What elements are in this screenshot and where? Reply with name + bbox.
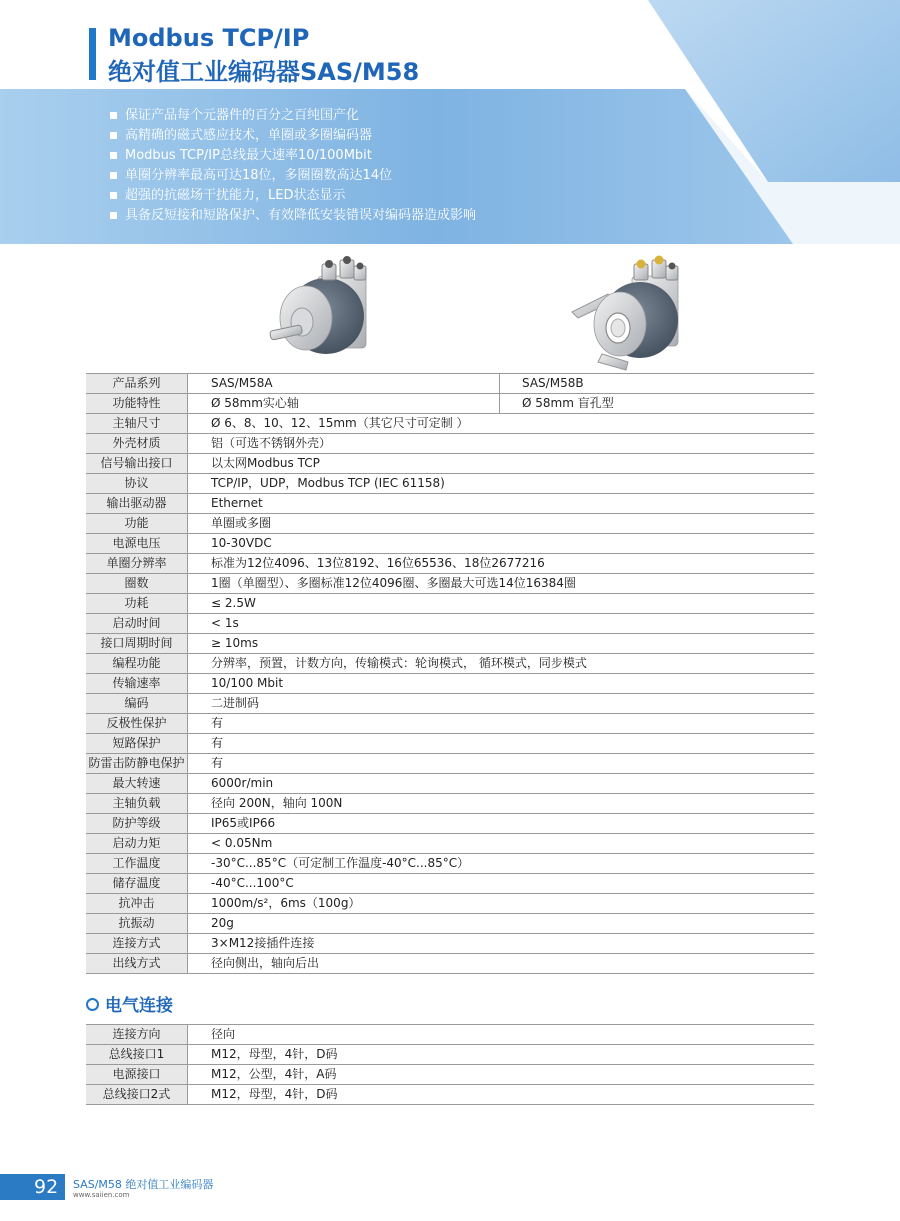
spec-value: 标准为12位4096、13位8192、16位65536、18位2677216 <box>188 554 815 574</box>
spec-label: 协议 <box>86 474 188 494</box>
spec-label: 接口周期时间 <box>86 634 188 654</box>
table-row <box>86 914 814 934</box>
spec-label: 防雷击防静电保护 <box>86 754 188 774</box>
page-title-line1: Modbus TCP/IP <box>108 24 310 52</box>
spec-label: 短路保护 <box>86 734 188 754</box>
bullet-square-icon <box>110 132 117 139</box>
table-row <box>86 374 814 394</box>
spec-label: 最大转速 <box>86 774 188 794</box>
feature-item: Modbus TCP/IP总线最大速率10/100Mbit <box>108 146 476 166</box>
feature-item: 高精确的磁式感应技术，单圈或多圈编码器 <box>108 126 476 146</box>
title-accent-bar <box>89 28 96 80</box>
electrical-label: 连接方向 <box>86 1025 188 1045</box>
spec-value: 二进制码 <box>188 694 815 714</box>
spec-value: TCP/IP，UDP，Modbus TCP (IEC 61158) <box>188 474 815 494</box>
electrical-label: 总线接口2式 <box>86 1085 188 1105</box>
spec-value: 1000m/s²，6ms（100g） <box>188 894 815 914</box>
spec-value: Ethernet <box>188 494 815 514</box>
spec-table <box>86 373 814 974</box>
section-title-electrical: 电气连接 <box>86 994 173 1018</box>
page-number: 92 <box>34 1176 59 1198</box>
page-title-line2: 绝对值工业编码器SAS/M58 <box>108 58 420 86</box>
spec-value: 10/100 Mbit <box>188 674 815 694</box>
electrical-table <box>86 1024 814 1105</box>
footer-title: SAS/M58 绝对值工业编码器 <box>73 1178 214 1191</box>
spec-label: 出线方式 <box>86 954 188 974</box>
spec-value: 10-30VDC <box>188 534 815 554</box>
spec-label: 功耗 <box>86 594 188 614</box>
spec-value: ≥ 10ms <box>188 634 815 654</box>
table-row <box>86 1045 814 1065</box>
table-row <box>86 1025 814 1045</box>
feature-item: 保证产品每个元器件的百分之百纯国产化 <box>108 106 476 126</box>
spec-value: 1圈（单圈型）、多圈标准12位4096圈、多圈最大可选14位16384圈 <box>188 574 815 594</box>
table-row <box>86 474 814 494</box>
electrical-value: M12，母型，4针，D码 <box>188 1045 815 1065</box>
spec-value: 有 <box>188 714 815 734</box>
spec-value-a: SAS/M58A <box>188 374 500 394</box>
spec-label: 抗振动 <box>86 914 188 934</box>
spec-label: 启动时间 <box>86 614 188 634</box>
bullet-square-icon <box>110 172 117 179</box>
table-row <box>86 1065 814 1085</box>
spec-value: < 1s <box>188 614 815 634</box>
spec-label: 功能 <box>86 514 188 534</box>
electrical-value: M12，公型，4针，A码 <box>188 1065 815 1085</box>
spec-label: 工作温度 <box>86 854 188 874</box>
spec-value-a: Ø 58mm实心轴 <box>188 394 500 414</box>
table-row <box>86 594 814 614</box>
table-row <box>86 434 814 454</box>
spec-value: 铝（可选不锈钢外壳） <box>188 434 815 454</box>
table-row <box>86 534 814 554</box>
spec-label: 输出驱动器 <box>86 494 188 514</box>
spec-value: 以太网Modbus TCP <box>188 454 815 474</box>
table-row <box>86 694 814 714</box>
table-row <box>86 614 814 634</box>
table-row <box>86 494 814 514</box>
spec-label: 连接方式 <box>86 934 188 954</box>
spec-label: 抗冲击 <box>86 894 188 914</box>
feature-item: 超强的抗磁场干扰能力，LED状态显示 <box>108 186 476 206</box>
table-row <box>86 574 814 594</box>
spec-value: IP65或IP66 <box>188 814 815 834</box>
table-row <box>86 954 814 974</box>
spec-label: 产品系列 <box>86 374 188 394</box>
spec-label: 圈数 <box>86 574 188 594</box>
spec-value: 3×M12接插件连接 <box>188 934 815 954</box>
table-row <box>86 414 814 434</box>
spec-value: -30°C...85°C（可定制工作温度-40°C...85°C） <box>188 854 815 874</box>
table-row <box>86 854 814 874</box>
spec-label: 启动力矩 <box>86 834 188 854</box>
table-row <box>86 514 814 534</box>
circle-icon <box>86 998 99 1011</box>
spec-value: < 0.05Nm <box>188 834 815 854</box>
spec-value-b: Ø 58mm 盲孔型 <box>500 394 815 414</box>
encoder-solid-shaft-image <box>258 254 398 370</box>
table-row <box>86 874 814 894</box>
table-row <box>86 454 814 474</box>
table-row <box>86 714 814 734</box>
feature-item: 具备反短接和短路保护、有效降低安装错误对编码器造成影响 <box>108 206 476 226</box>
spec-value: 有 <box>188 754 815 774</box>
electrical-label: 电源接口 <box>86 1065 188 1085</box>
feature-item: 单圈分辨率最高可达18位，多圈圈数高达14位 <box>108 166 476 186</box>
table-row <box>86 894 814 914</box>
table-row <box>86 794 814 814</box>
spec-value: 径向侧出，轴向后出 <box>188 954 815 974</box>
spec-label: 编码 <box>86 694 188 714</box>
bullet-square-icon <box>110 212 117 219</box>
table-row <box>86 734 814 754</box>
table-row <box>86 754 814 774</box>
encoder-blind-hollow-image <box>568 254 708 374</box>
spec-value: Ø 6、8、10、12、15mm（其它尺寸可定制 ） <box>188 414 815 434</box>
spec-label: 单圈分辨率 <box>86 554 188 574</box>
spec-label: 主轴负载 <box>86 794 188 814</box>
electrical-value: 径向 <box>188 1025 815 1045</box>
spec-value: 20g <box>188 914 815 934</box>
spec-label: 防护等级 <box>86 814 188 834</box>
spec-value: -40°C...100°C <box>188 874 815 894</box>
spec-value-b: SAS/M58B <box>500 374 815 394</box>
spec-value: 单圈或多圈 <box>188 514 815 534</box>
electrical-label: 总线接口1 <box>86 1045 188 1065</box>
spec-label: 编程功能 <box>86 654 188 674</box>
table-row <box>86 774 814 794</box>
table-row <box>86 1085 814 1105</box>
spec-value: 分辨率，预置，计数方向，传输模式：轮询模式， 循环模式，同步模式 <box>188 654 815 674</box>
table-row <box>86 394 814 414</box>
spec-label: 传输速率 <box>86 674 188 694</box>
table-row <box>86 554 814 574</box>
table-row <box>86 634 814 654</box>
bullet-square-icon <box>110 112 117 119</box>
table-row <box>86 654 814 674</box>
spec-value: ≤ 2.5W <box>188 594 815 614</box>
spec-label: 反极性保护 <box>86 714 188 734</box>
table-row <box>86 834 814 854</box>
footer-url: www.saiien.com <box>73 1191 130 1199</box>
spec-label: 外壳材质 <box>86 434 188 454</box>
spec-value: 径向 200N，轴向 100N <box>188 794 815 814</box>
spec-label: 功能特性 <box>86 394 188 414</box>
electrical-value: M12，母型，4针，D码 <box>188 1085 815 1105</box>
table-row <box>86 674 814 694</box>
bullet-square-icon <box>110 192 117 199</box>
spec-label: 储存温度 <box>86 874 188 894</box>
spec-value: 6000r/min <box>188 774 815 794</box>
table-row <box>86 814 814 834</box>
spec-label: 信号输出接口 <box>86 454 188 474</box>
spec-label: 主轴尺寸 <box>86 414 188 434</box>
spec-label: 电源电压 <box>86 534 188 554</box>
spec-value: 有 <box>188 734 815 754</box>
table-row <box>86 934 814 954</box>
bullet-square-icon <box>110 152 117 159</box>
feature-list <box>108 106 476 226</box>
